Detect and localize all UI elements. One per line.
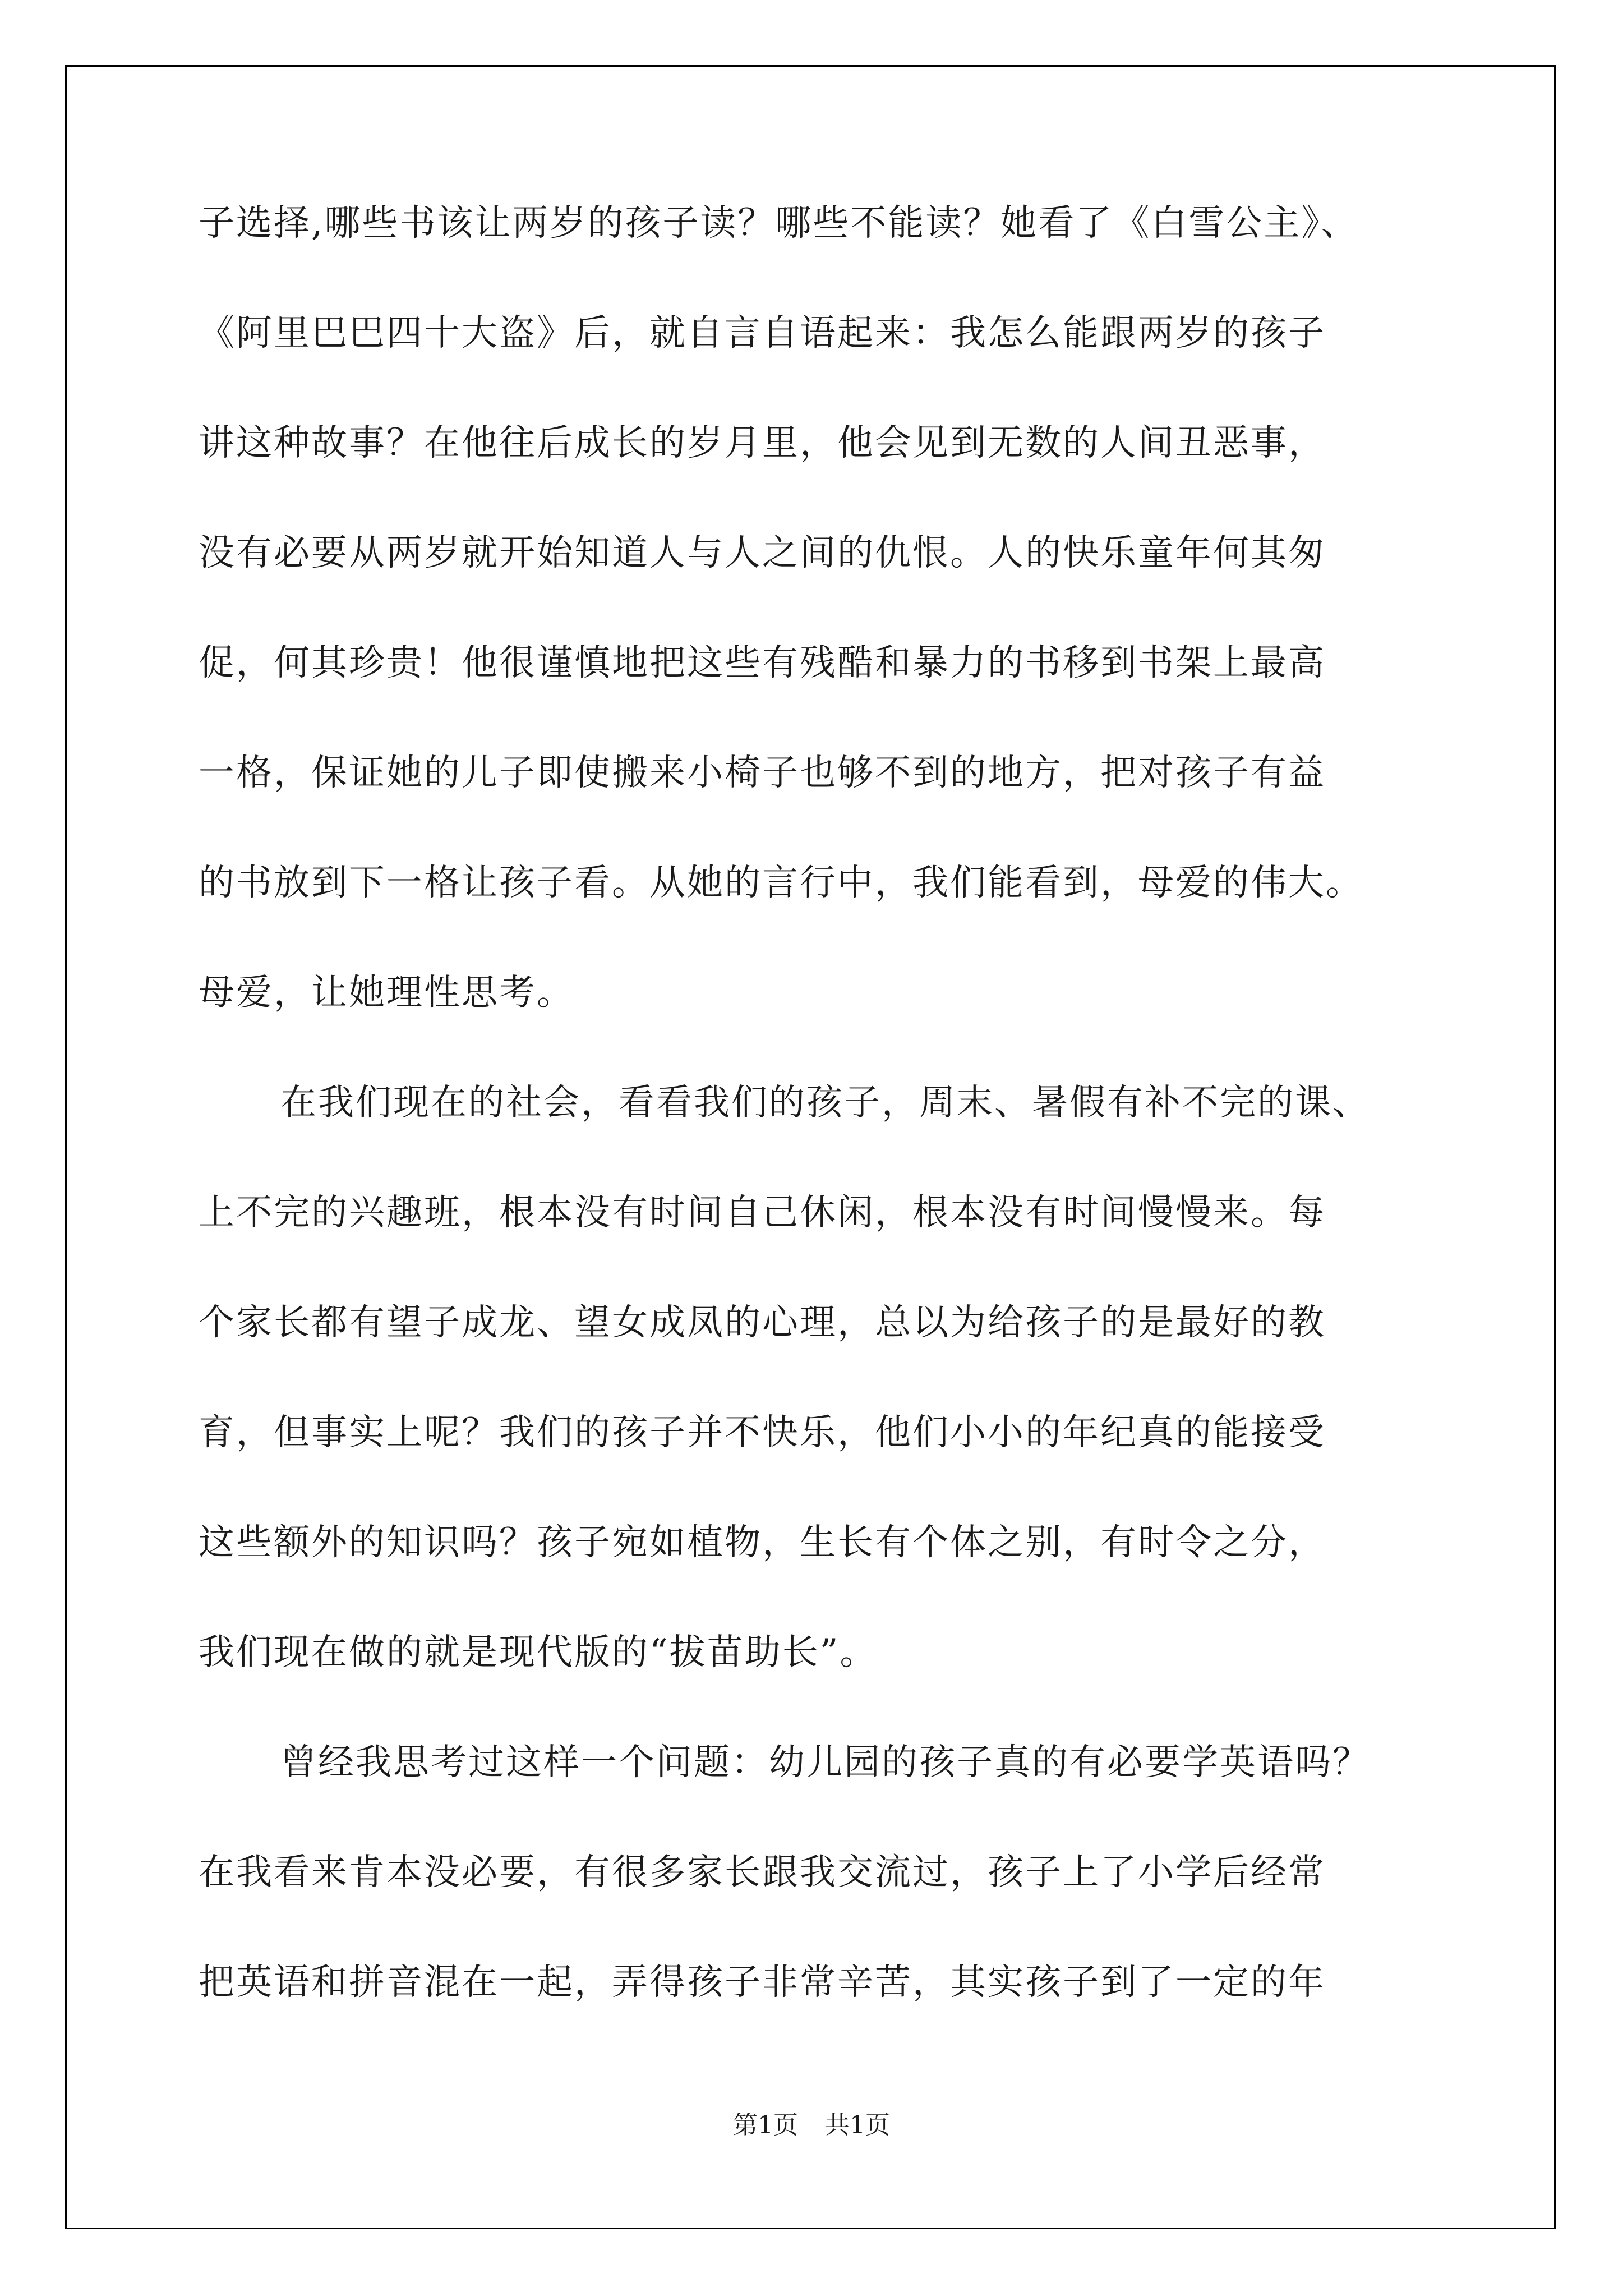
- page-total: 共1页: [825, 2111, 890, 2139]
- text-line: 在我看来肯本没必要，有很多家长跟我交流过，孩子上了小学后经常: [199, 1852, 1326, 1893]
- text-line: 一格，保证她的儿子即使搬来小椅子也够不到的地方，把对孩子有益: [199, 752, 1326, 794]
- text-line: 子选择,哪些书该让两岁的孩子读？哪些不能读？她看了《白雪公主》、: [199, 203, 1359, 244]
- text-line: 的书放到下一格让孩子看。从她的言行中，我们能看到，母爱的伟大。: [199, 862, 1363, 904]
- paragraph-first-line: 在我们现在的社会，看看我们的孩子，周末、暑假有补不完的课、: [280, 1082, 1370, 1124]
- document-body: [199, 168, 1455, 2037]
- text-line: 上不完的兴趣班，根本没有时间自己休闲，根本没有时间慢慢来。每: [199, 1192, 1326, 1234]
- text-line: 育，但事实上呢？我们的孩子并不快乐，他们小小的年纪真的能接受: [199, 1412, 1326, 1453]
- text-line: 我们现在做的就是现代版的“拔苗助长”。: [199, 1632, 878, 1673]
- text-line: 个家长都有望子成龙、望女成凤的心理，总以为给孩子的是最好的教: [199, 1302, 1326, 1343]
- page-number: 第1页: [733, 2111, 798, 2139]
- text-line: 这些额外的知识吗？孩子宛如植物，生长有个体之别，有时令之分，: [199, 1522, 1326, 1563]
- text-line: 讲这种故事？在他往后成长的岁月里，他会见到无数的人间丑恶事，: [199, 422, 1326, 464]
- text-line: 母爱，让她理性思考。: [199, 972, 574, 1014]
- paragraph-first-line: 曾经我思考过这样一个问题：幼儿园的孩子真的有必要学英语吗？: [280, 1742, 1370, 1783]
- text-line: 《阿里巴巴四十大盗》后，就自言自语起来：我怎么能跟两岁的孩子: [199, 312, 1326, 354]
- text-line: 把英语和拼音混在一起，弄得孩子非常辛苦，其实孩子到了一定的年: [199, 1962, 1326, 2003]
- page-footer: [0, 2105, 1623, 2141]
- text-line: 没有必要从两岁就开始知道人与人之间的仇恨。人的快乐童年何其匆: [199, 532, 1326, 574]
- text-line: 促，何其珍贵！他很谨慎地把这些有残酷和暴力的书移到书架上最高: [199, 642, 1326, 684]
